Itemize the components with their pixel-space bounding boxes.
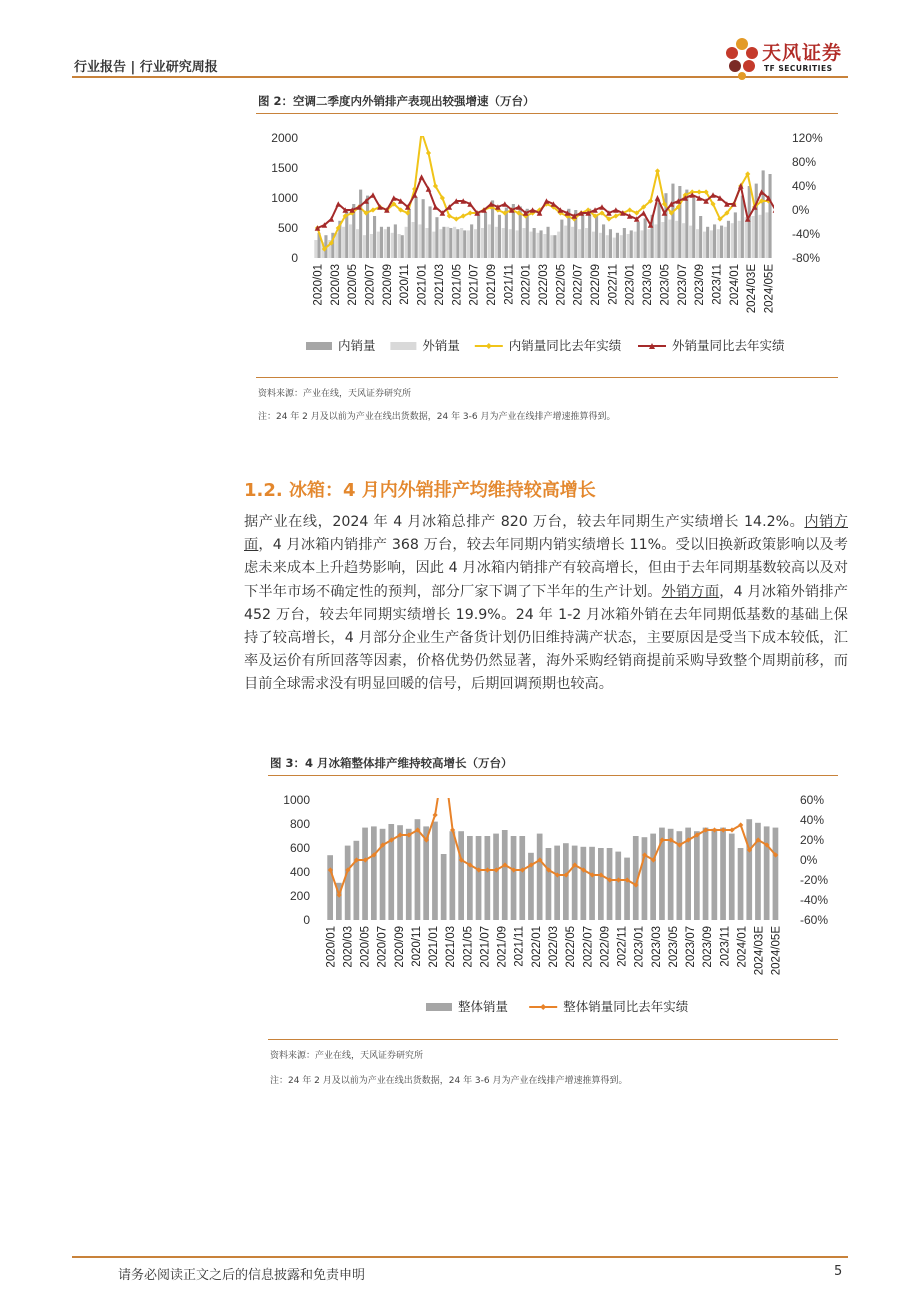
export-yoy-line-point [433,204,439,210]
domestic-bar [540,230,543,258]
y-right-tick-label: 0% [800,853,818,867]
x-tick-label: 2020/09 [381,264,394,306]
domestic-bar [630,230,633,258]
x-tick-label: 2021/01 [428,926,441,968]
x-tick-label: 2024/05E [770,926,783,976]
x-tick-label: 2022/11 [607,264,620,305]
export-bar [509,229,512,258]
domestic-bar [408,209,411,258]
export-bar [523,228,526,258]
y-right-tick-label: 40% [792,179,817,193]
x-tick-label: 2020/03 [329,264,342,306]
export-bar [578,229,581,258]
legend-label: 整体销量 [458,1000,509,1014]
domestic-bar [345,211,348,258]
x-tick-label: 2020/07 [364,264,377,306]
x-tick-label: 2020/11 [399,264,412,305]
total-bar [720,828,726,920]
export-bar [398,234,401,258]
domestic-bar [415,197,418,258]
x-tick-label: 2022/11 [616,926,629,967]
x-tick-label: 2021/05 [451,264,464,306]
figure2-source: 资料来源：产业在线，天风证券研究所 [258,389,412,399]
total-bar [729,834,735,920]
export-bar [765,212,768,258]
footer-disclaimer: 请务必阅读正文之后的信息披露和免责申明 [118,1268,366,1283]
export-bar [335,233,338,258]
figure2-note: 注：24 年 2 月及以前为产业在线出货数据，24 年 3-6 月为产业在线排产增速推算得到。 [258,412,616,422]
export-bar [564,226,567,258]
y-right-tick-label: 20% [800,833,825,847]
x-tick-label: 2023/03 [650,926,663,968]
export-bar [641,230,644,258]
x-tick-label: 2020/09 [393,926,406,968]
domestic-bar [678,186,681,258]
export-bar [377,232,380,258]
export-bar [439,229,442,258]
total-bar [572,846,578,920]
x-tick-label: 2020/01 [325,926,338,968]
y-left-tick-label: 400 [289,865,310,879]
total-bar [476,836,482,920]
export-bar [370,234,373,258]
export-bar [412,222,415,258]
export-bar [536,233,539,258]
para-domestic-body: ，4 月冰箱内销排产 368 万台，较去年同期内销实绩增长 11%。受以旧换新政策影响以及考虑未来成本上升趋势影响，因此 4 月冰箱内销排产有较高增长，但由于去年同期基数较高以及对下半年市场不确定性的预判，部分厂家下调了下半年的生产计划。 [244,537,848,600]
domestic-bar [769,174,772,258]
export-bar [759,215,762,258]
domestic-yoy-line-point [697,189,702,194]
total-bar [703,828,709,920]
total-bar [642,837,648,920]
total-bar [764,826,770,920]
export-bar [550,235,553,258]
domestic-bar [671,184,674,258]
export-bar [689,226,692,258]
y-left-tick-label: 1000 [271,191,298,205]
y-left-tick-label: 0 [291,251,298,265]
total-bar [598,848,604,920]
total-bar [563,843,569,920]
x-tick-label: 2020/11 [410,926,423,967]
total-bar [362,828,368,920]
export-bar [731,223,734,258]
figure2-title: 图 2：空调二季度内外销排产表现出较强增速（万台） [258,94,535,108]
domestic-bar [560,220,563,258]
x-tick-label: 2020/03 [342,926,355,968]
x-tick-label: 2024/05E [763,264,776,314]
x-tick-label: 2023/11 [711,264,724,305]
x-tick-label: 2021/09 [496,926,509,968]
domestic-bar [588,209,591,258]
legend-marker [540,1004,546,1010]
x-tick-label: 2020/07 [376,926,389,968]
domestic-bar [394,224,397,258]
logo-chinese-name: 天风证券 [762,42,843,64]
export-bar [481,228,484,258]
para-export-heading: 外销方面 [661,583,720,600]
total-bar [589,847,595,920]
export-bar [606,235,609,258]
export-bar [571,227,574,258]
figure3-bottom-rule [268,1039,838,1040]
domestic-bar [373,216,376,258]
domestic-bar [581,212,584,258]
report-type-header: 行业报告 | 行业研究周报 [74,60,218,75]
total-bar [712,829,718,920]
x-tick-label: 2021/07 [479,926,492,968]
y-left-tick-label: 600 [289,841,310,855]
export-bar [738,221,741,258]
figure3-chart [268,782,838,1032]
x-tick-label: 2023/01 [633,926,646,968]
total-bar [546,848,552,920]
export-bar [703,232,706,258]
x-tick-label: 2022/09 [599,926,612,968]
x-tick-label: 2021/01 [416,264,429,306]
export-bar [391,233,394,258]
export-bar [599,233,602,258]
total-bar [450,831,456,920]
domestic-bar [595,215,598,258]
domestic-bar [609,229,612,258]
domestic-bar [498,215,501,258]
export-bar [724,227,727,258]
export-bar [675,221,678,258]
x-tick-label: 2021/03 [433,264,446,306]
export-bar [453,227,456,258]
export-yoy-line-point [370,192,376,198]
total-bar [380,829,386,920]
domestic-bar [644,218,647,258]
export-bar [717,229,720,258]
y-left-tick-label: 0 [303,913,310,927]
total-bar [581,847,587,920]
domestic-bar [623,228,626,258]
domestic-bar [429,206,432,258]
domestic-bar [734,212,737,258]
logo-petals-icon [722,36,762,80]
total-bar [755,823,761,920]
y-right-tick-label: 80% [792,155,817,169]
total-bar [615,852,621,920]
x-tick-label: 2022/09 [590,264,603,306]
total-bar [354,841,360,920]
total-bar [554,846,560,920]
total-bar [485,836,491,920]
x-tick-label: 2021/11 [513,926,526,967]
export-bar [661,222,664,258]
figure2-bottom-rule [256,377,838,378]
domestic-bar [762,170,765,258]
x-tick-label: 2021/03 [445,926,458,968]
export-bar [405,227,408,258]
x-tick-label: 2022/01 [530,926,543,968]
x-tick-label: 2021/11 [503,264,516,305]
legend-swatch [306,342,332,350]
export-bar [342,227,345,258]
x-tick-label: 2023/05 [667,926,680,968]
export-bar [668,220,671,258]
total-bar [441,854,447,920]
export-bar [585,228,588,258]
x-tick-label: 2024/01 [728,264,741,306]
export-bar [446,227,449,258]
page-number: 5 [834,1264,843,1279]
export-bar [460,228,463,258]
figure3-source: 资料来源：产业在线，天风证券研究所 [270,1051,424,1061]
total-bar [493,834,499,920]
x-tick-label: 2020/05 [347,264,360,306]
total-bar [607,848,613,920]
export-bar [627,234,630,258]
export-bar [634,232,637,258]
export-bar [488,224,491,258]
export-bar [592,232,595,258]
export-bar [474,229,477,258]
y-right-tick-label: -60% [800,913,829,927]
total-bar [502,830,508,920]
export-bar [543,234,546,258]
x-tick-label: 2021/05 [462,926,475,968]
y-right-tick-label: 60% [800,793,825,807]
y-right-tick-label: -40% [800,893,829,907]
y-right-tick-label: -80% [792,251,821,265]
section-paragraph [244,511,848,697]
total-yoy-line-point [433,812,438,817]
x-tick-label: 2021/09 [485,264,498,306]
domestic-bar [533,228,536,258]
export-bar [647,229,650,258]
domestic-bar [477,212,480,258]
domestic-bar [553,235,556,258]
domestic-bar [713,224,716,258]
total-bar [511,836,517,920]
x-tick-label: 2022/03 [548,926,560,968]
export-bar [557,232,560,258]
footer-divider [72,1256,848,1258]
y-right-tick-label: -20% [800,873,829,887]
x-tick-label: 2023/09 [702,926,715,968]
x-tick-label: 2023/01 [624,264,637,306]
para-domestic-heading: 内销方面 [244,514,848,554]
export-yoy-line-point [655,195,661,201]
legend-marker [486,343,492,349]
export-bar [356,229,359,258]
total-bar [432,822,438,920]
domestic-bar [470,224,473,258]
y-left-tick-label: 1500 [271,161,298,175]
domestic-bar [401,235,404,258]
x-tick-label: 2023/09 [694,264,707,306]
export-bar [467,230,470,258]
export-bar [710,230,713,258]
domestic-bar [616,233,619,258]
domestic-bar [658,203,661,258]
export-bar [752,216,755,258]
domestic-bar [547,227,550,258]
export-bar [696,229,699,258]
export-bar [349,224,352,258]
domestic-bar [741,196,744,258]
domestic-bar [699,216,702,258]
total-bar [371,826,377,920]
legend-label: 外销量 [422,339,460,353]
export-bar [682,223,685,258]
total-bar [773,828,779,920]
domestic-bar [387,227,390,258]
domestic-bar [366,196,369,258]
x-tick-label: 2021/07 [468,264,481,306]
x-tick-label: 2022/05 [555,264,568,306]
domestic-bar [484,212,487,258]
domestic-bar [449,228,452,258]
figure3-top-rule [268,775,838,776]
x-tick-label: 2023/07 [676,264,689,306]
total-bar [458,831,464,920]
export-bar [418,224,421,258]
domestic-yoy-line-point [419,129,424,134]
total-bar [415,819,421,920]
figure3-note: 注：24 年 2 月及以前为产业在线出货数据，24 年 3-6 月为产业在线排产增速推算得到。 [270,1076,628,1086]
total-bar [345,846,351,920]
x-tick-label: 2023/07 [685,926,698,968]
total-bar [738,848,744,920]
x-tick-label: 2020/01 [312,264,325,306]
domestic-bar [706,227,709,258]
export-bar [432,232,435,258]
x-tick-label: 2022/07 [572,264,585,306]
x-tick-label: 2023/03 [642,264,655,306]
domestic-yoy-line-point [655,168,660,173]
total-bar [624,858,630,920]
x-tick-label: 2024/01 [736,926,749,968]
total-bar [668,829,674,920]
legend-label: 整体销量同比去年实绩 [563,1000,689,1014]
x-tick-label: 2023/11 [719,926,732,967]
legend-label: 外销量同比去年实绩 [672,339,785,353]
export-bar [502,228,505,258]
domestic-bar [727,221,730,258]
export-bar [516,230,519,258]
export-bar [495,227,498,258]
x-tick-label: 2022/05 [565,926,578,968]
company-logo [722,36,852,80]
legend-swatch [426,1003,452,1011]
total-bar [467,836,473,920]
total-bar [397,825,403,920]
para-intro: 据产业在线，2024 年 4 月冰箱总排产 820 万台，较去年同期生产实绩增长 14.2%。 [244,514,805,530]
y-left-tick-label: 200 [289,889,310,903]
domestic-bar [435,217,438,258]
x-tick-label: 2022/07 [582,926,595,968]
x-tick-label: 2024/03E [746,264,759,314]
legend-label: 内销量同比去年实绩 [508,339,622,353]
y-right-tick-label: -40% [792,227,821,241]
figure3-title: 图 3：4 月冰箱整体排产维持较高增长（万台） [270,756,513,770]
export-yoy-line-point [419,174,425,180]
export-bar [314,240,317,258]
y-left-tick-label: 800 [289,817,310,831]
domestic-bar [422,199,425,258]
total-bar [650,834,656,920]
x-tick-label: 2024/03E [753,926,766,976]
y-left-tick-label: 500 [277,221,298,235]
figure2-top-rule [256,113,838,114]
export-bar [384,229,387,258]
export-bar [530,232,533,258]
total-bar [327,855,333,920]
total-bar [537,834,543,920]
export-bar [620,235,623,258]
logo-english-name: TF SECURITIES [764,64,833,73]
x-tick-label: 2023/05 [659,264,672,306]
figure2-chart [256,118,840,368]
domestic-bar [359,190,362,258]
export-bar [363,235,366,258]
export-bar [613,238,616,258]
export-bar [425,228,428,258]
y-right-tick-label: 40% [800,813,825,827]
total-bar [406,829,412,920]
domestic-bar [637,222,640,258]
domestic-bar [463,230,466,258]
domestic-bar [755,184,758,258]
export-bar [654,224,657,258]
domestic-bar [602,224,605,258]
export-yoy-line-point [335,201,341,207]
total-yoy-line [330,782,775,895]
y-left-tick-label: 2000 [271,131,298,145]
domestic-bar [456,229,459,258]
total-bar [694,831,700,920]
legend-label: 内销量 [338,339,376,353]
y-right-tick-label: 120% [792,131,823,145]
total-bar [519,836,525,920]
y-left-tick-label: 1000 [283,793,310,807]
x-tick-label: 2022/03 [538,264,550,306]
domestic-bar [442,227,445,258]
legend-swatch [390,342,416,350]
export-yoy-line-point [641,210,647,216]
x-tick-label: 2022/01 [520,264,533,306]
section-title: 1.2. 冰箱：4 月内外销排产均维持较高增长 [244,480,596,501]
domestic-bar [748,186,751,258]
domestic-bar [692,198,695,258]
x-tick-label: 2020/05 [359,926,372,968]
export-bar [745,217,748,258]
domestic-bar [380,227,383,258]
para-export-body: ，4 月冰箱外销排产 452 万台，较去年同期实绩增长 19.9%。24 年 1-2 月冰箱外销在去年同期低基数的基础上保持了较高增长，4 月部分企业生产备货计划仍旧维持满产状态，主要原因是受当下成本较低，汇率及运价有所回落等因素，价格优势仍然显著，海外采购经销商提前采购导致整个周期前移，而目前全球需求没有明显回暖的信号，后期回调预期也较高。 [244,583,848,693]
domestic-bar [720,226,723,258]
total-bar [746,819,752,920]
y-right-tick-label: 0% [792,203,810,217]
domestic-yoy-line-point [426,150,431,155]
